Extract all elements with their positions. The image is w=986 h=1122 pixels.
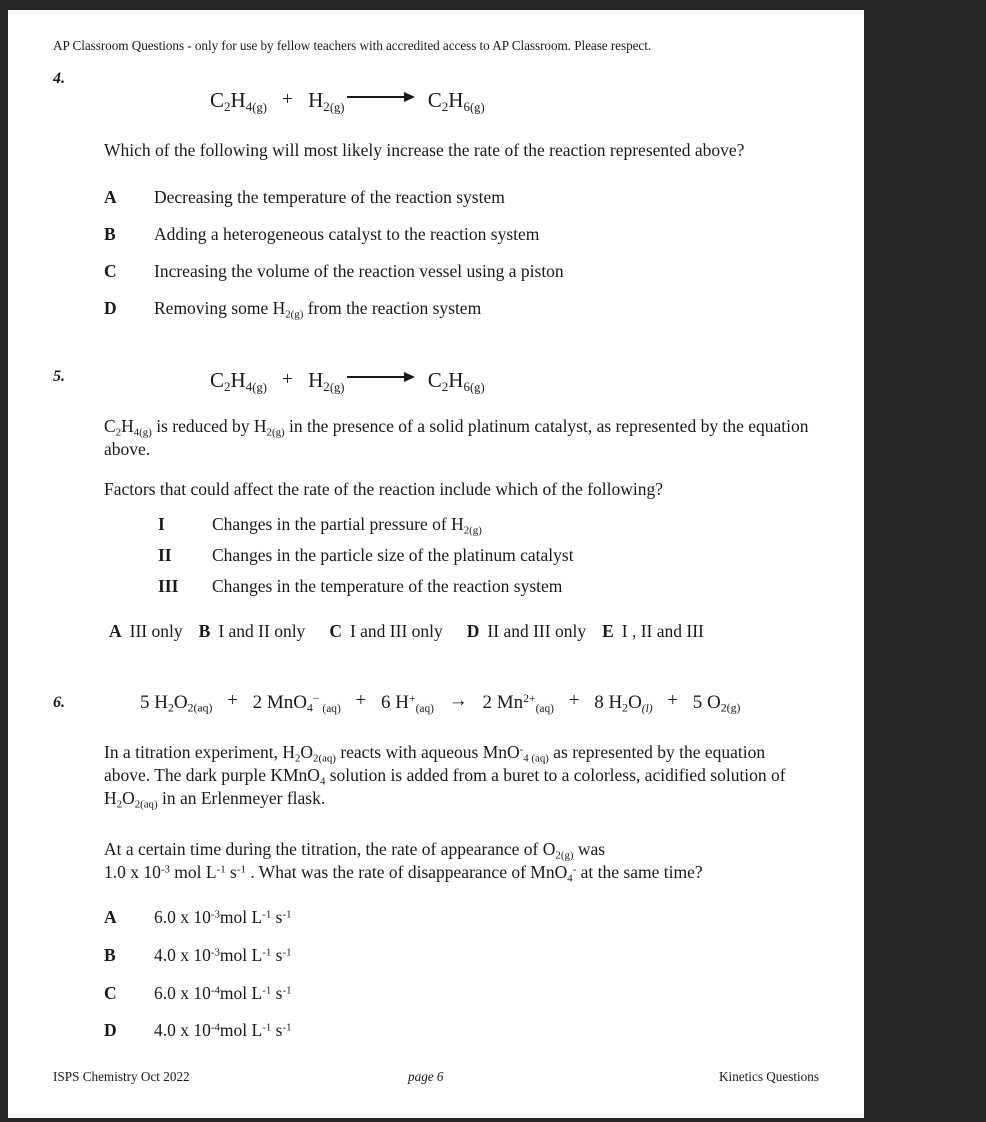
footer-center: page 6: [408, 1069, 444, 1084]
p1-frag-2: O: [300, 742, 314, 762]
p1-sub-4: 4: [319, 775, 326, 788]
eq6-term-o2: 5 $O_{2(g)}$: [692, 692, 741, 715]
option-text-before: Removing some H: [154, 298, 286, 318]
roman-text-before: Changes in the partial pressure of H: [212, 514, 464, 534]
question-4-equation: [104, 88, 834, 115]
answer-text-e: I , II and III: [621, 621, 704, 641]
roman-text: Changes in the temperature of the reaction system: [212, 576, 563, 596]
equation-plus-sign: +: [282, 89, 293, 110]
eq6-plus-3: +: [568, 690, 580, 711]
option-unit-mol: mol L: [219, 1020, 263, 1040]
answer-text-b: I and II only: [218, 621, 306, 641]
question-5-stem: Factors that could affect the rate of the reaction include which of the following?: [104, 479, 663, 499]
option-subscript: 2(g): [285, 308, 304, 321]
answer-letter-a: A: [109, 621, 122, 641]
roman-text: [212, 514, 482, 535]
eq6-plus-2: +: [355, 690, 367, 711]
p2-sup-4: -: [572, 863, 577, 876]
paragraph-frag-1: C: [104, 416, 116, 436]
option-unit-l-exp: -1: [262, 1021, 272, 1034]
paragraph-frag-2: H: [121, 416, 134, 436]
option-letter: D: [104, 1020, 117, 1040]
p1-frag-5: solution is added from a buret to a colorless, acidified solution of H: [104, 765, 786, 809]
roman-numeral: II: [158, 545, 172, 565]
option-text: [154, 298, 481, 319]
option-unit-mol: mol L: [219, 983, 263, 1003]
eq6-term-mn2: 2 $Mn^{2+}_{(aq)}$: [482, 692, 554, 715]
p1-sub-6: 2(aq): [134, 798, 158, 811]
p2-frag-2: was: [573, 839, 606, 859]
option-text-after: from the reaction system: [303, 298, 482, 318]
page-header-note: AP Classroom Questions - only for use by fellow teachers with accredited access to AP Classroom. Please respect.: [53, 38, 652, 53]
document-page: [8, 10, 864, 1118]
answer-letter-d: D: [466, 621, 480, 641]
question-5-equation: [104, 368, 834, 395]
p1-sup-1: -: [519, 743, 524, 756]
question-5-answer-row[interactable]: [109, 621, 704, 642]
option-unit-s-exp: -1: [282, 908, 292, 921]
option-text: [154, 983, 292, 1004]
paragraph-sub-3: 2(g): [266, 426, 285, 439]
answer-text-c: I and III only: [349, 621, 443, 641]
option-text: [154, 1020, 292, 1041]
answer-text-d: II and III only: [487, 621, 587, 641]
roman-numeral: I: [158, 514, 165, 534]
equation-reactant-2: $H_{2(g)}$: [308, 368, 345, 395]
right-arrow-icon: [347, 371, 415, 382]
right-arrow-icon: [347, 91, 415, 102]
answer-letter-c: C: [329, 621, 342, 641]
p2-sub-1: 2(g): [555, 849, 574, 862]
option-letter: C: [104, 261, 117, 281]
footer-left: ISPS Chemistry Oct 2022: [53, 1069, 190, 1084]
option-letter: A: [104, 187, 117, 207]
option-unit-l-exp: -1: [262, 984, 272, 997]
p1-frag-3: reacts with aqueous MnO: [335, 742, 520, 762]
option-unit-s-exp: -1: [282, 984, 292, 997]
option-unit-mol: mol L: [219, 945, 263, 965]
question-6-paragraph-1: [104, 741, 804, 810]
answer-letter-b: B: [198, 621, 211, 641]
option-text: Adding a heterogeneous catalyst to the reaction system: [154, 224, 540, 244]
question-4-number: 4.: [53, 70, 65, 87]
equation-plus-sign: +: [282, 369, 293, 390]
question-5-paragraph: [104, 415, 834, 461]
option-mantissa: 6.0 x 10: [154, 907, 211, 927]
question-4-stem: Which of the following will most likely increase the rate of the reaction represented above?: [104, 140, 745, 160]
paragraph-frag-4: in the presence of a solid platinum catalyst, as represented by the equation above.: [104, 416, 809, 460]
option-mantissa: 4.0 x 10: [154, 945, 211, 965]
p2-frag-6: . What was the rate of disappearance of MnO: [245, 862, 568, 883]
p1-frag-7: in an Erlenmeyer flask.: [157, 788, 326, 809]
eq6-plus-4: +: [667, 690, 679, 711]
question-5-number: 5.: [53, 368, 65, 385]
option-exponent: -4: [210, 984, 220, 997]
p1-frag-6: O: [122, 788, 135, 809]
option-unit-s-exp: -1: [282, 1021, 292, 1034]
p2-sup-1: -3: [160, 863, 170, 876]
roman-numeral: III: [158, 576, 179, 596]
equation-product: $C_2H_{6(g)}$: [427, 88, 485, 115]
option-unit-s: s: [271, 945, 283, 965]
p2-frag-1: At a certain time during the titration, the rate of appearance of O: [104, 839, 556, 859]
answer-text-a: III only: [129, 621, 183, 641]
p2-sup-2: -1: [216, 863, 226, 876]
option-unit-s: s: [271, 907, 283, 927]
option-exponent: -4: [210, 1021, 220, 1034]
eq6-arrow-icon: →: [448, 690, 468, 711]
eq6-plus-1: +: [227, 690, 238, 711]
option-text: [154, 907, 292, 928]
p2-frag-7: at the same time?: [576, 862, 703, 883]
p2-sup-3: -1: [236, 863, 246, 876]
eq6-term-h2o: 8 $H_2O_{(l)}$: [594, 692, 653, 715]
p2-frag-5: s: [225, 862, 237, 883]
p1-frag-1: In a titration experiment, H: [104, 742, 295, 762]
option-unit-s-exp: -1: [282, 946, 292, 959]
p1-frag-4: as represented by the equation above. The dark purple KMnO: [104, 742, 766, 786]
option-letter: B: [104, 224, 116, 244]
option-mantissa: 6.0 x 10: [154, 983, 211, 1003]
roman-subscript: 2(g): [463, 524, 482, 537]
option-unit-mol: mol L: [219, 907, 263, 927]
equation-product: $C_2H_{6(g)}$: [427, 368, 485, 395]
footer-right: Kinetics Questions: [719, 1069, 819, 1084]
p2-frag-4: mol L: [169, 862, 217, 883]
option-text: Increasing the volume of the reaction vessel using a piston: [154, 261, 564, 281]
equation-reactant-1: $C_2H_{4(g)}$: [210, 88, 267, 115]
p1-sub-3: 4 (aq): [523, 752, 549, 765]
option-text: [154, 945, 292, 966]
equation-reactant-1: $C_2H_{4(g)}$: [210, 368, 267, 395]
eq6-term-h2o2: 5 $H_2O_{2(aq)}$: [140, 692, 213, 715]
eq6-term-mno4: 2 MnO$_4$− $_{(aq)}$: [252, 692, 341, 715]
option-letter: D: [104, 298, 117, 318]
p2-frag-3: 1.0 x 10: [104, 862, 161, 883]
option-unit-s: s: [271, 983, 283, 1003]
p2-sub-2: 4: [567, 872, 573, 885]
eq6-term-h: 6 $H^+_{(aq)}$: [380, 692, 434, 715]
option-letter: B: [104, 945, 116, 965]
option-letter: A: [104, 907, 117, 927]
equation-reactant-2: $H_{2(g)}$: [308, 88, 345, 115]
option-exponent: -3: [210, 908, 220, 921]
option-unit-l-exp: -1: [262, 946, 272, 959]
option-letter: C: [104, 983, 117, 1003]
p1-sub-2: 2(aq): [313, 752, 336, 765]
roman-text: Changes in the particle size of the platinum catalyst: [212, 545, 574, 565]
question-6-paragraph-2: [104, 838, 844, 884]
answer-letter-e: E: [602, 621, 614, 641]
paragraph-sub-1: 2: [115, 426, 122, 439]
question-6-number: 6.: [53, 694, 65, 711]
option-exponent: -3: [210, 946, 220, 959]
option-text: Decreasing the temperature of the reaction system: [154, 187, 505, 207]
p1-sub-1: 2: [294, 752, 301, 765]
option-unit-s: s: [271, 1020, 283, 1040]
option-unit-l-exp: -1: [262, 908, 272, 921]
paragraph-frag-3: is reduced by H: [151, 416, 267, 436]
question-6-equation: [104, 690, 834, 715]
paragraph-sub-2: 4(g): [133, 426, 152, 439]
option-mantissa: 4.0 x 10: [154, 1020, 211, 1040]
p1-sub-5: 2: [116, 798, 123, 811]
